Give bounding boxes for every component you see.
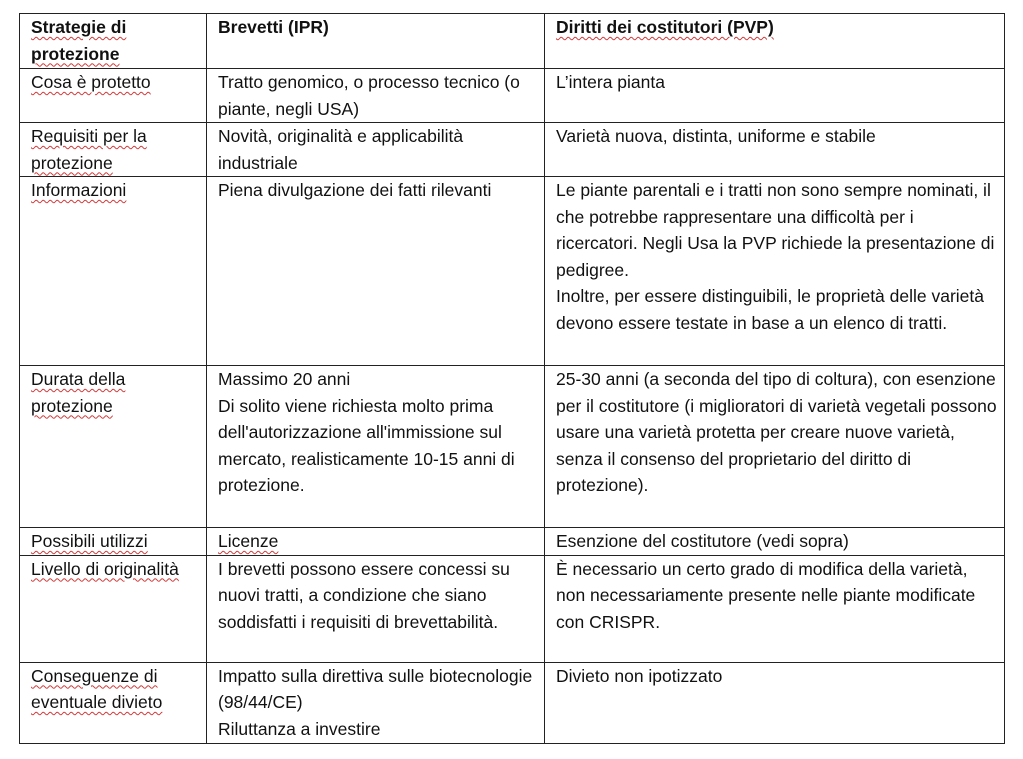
- row-label: Durata della protezione: [20, 366, 207, 528]
- row-label: Informazioni: [20, 177, 207, 366]
- table-header-row: [20, 14, 1005, 69]
- table-row: [20, 177, 1005, 366]
- row-pvp-cell: Varietà nuova, distinta, uniforme e stabile: [545, 123, 1005, 177]
- row-ipr-cell: Tratto genomico, o processo tecnico (o piante, negli USA): [207, 69, 545, 123]
- table-row: [20, 69, 1005, 123]
- row-pvp-cell: 25-30 anni (a seconda del tipo di coltura), con esenzione per il costitutore (i miglioratori di varietà vegetali possono usare una varietà protetta per creare nuove varietà, senza il consenso del proprietario del diritto di protezione).: [545, 366, 1005, 528]
- table-row: [20, 366, 1005, 528]
- table-row: [20, 555, 1005, 662]
- header-breeders-rights-text: Diritti dei costitutori (PVP): [556, 17, 774, 37]
- header-patents: Brevetti (IPR): [207, 14, 545, 69]
- comparison-table: [19, 13, 1005, 744]
- row-ipr-cell: Licenze: [207, 528, 545, 556]
- row-ipr-cell: Impatto sulla direttiva sulle biotecnologie (98/44/CE) Riluttanza a investire: [207, 662, 545, 743]
- row-ipr-cell: I brevetti possono essere concessi su nuovi tratti, a condizione che siano soddisfatti i requisiti di brevettabilità.: [207, 555, 545, 662]
- row-label: Possibili utilizzi: [20, 528, 207, 556]
- row-pvp-cell: È necessario un certo grado di modifica della varietà, non necessariamente presente nelle piante modificate con CRISPR.: [545, 555, 1005, 662]
- header-strategies: Strategie di protezione: [20, 14, 207, 69]
- row-ipr-cell: Massimo 20 anni Di solito viene richiesta molto prima dell'autorizzazione all'immissione sul mercato, realisticamente 10-15 anni di protezione.: [207, 366, 545, 528]
- row-label: Cosa è protetto: [20, 69, 207, 123]
- row-label: Requisiti per la protezione: [20, 123, 207, 177]
- row-pvp-cell: L’intera pianta: [545, 69, 1005, 123]
- row-pvp-cell: Divieto non ipotizzato: [545, 662, 1005, 743]
- row-pvp-cell: Le piante parentali e i tratti non sono sempre nominati, il che potrebbe rappresentare una difficoltà per i ricercatori. Negli Usa la PVP richiede la presentazione di pedigree. Inoltre, per essere distinguibili, le proprietà delle varietà devono essere testate in base a un elenco di tratti.: [545, 177, 1005, 366]
- table-row: [20, 123, 1005, 177]
- row-pvp-cell: Esenzione del costitutore (vedi sopra): [545, 528, 1005, 556]
- row-ipr-cell: Novità, originalità e applicabilità industriale: [207, 123, 545, 177]
- header-breeders-rights: [545, 14, 1005, 69]
- table-row: [20, 528, 1005, 556]
- row-label: Livello di originalità: [20, 555, 207, 662]
- row-ipr-cell: Piena divulgazione dei fatti rilevanti: [207, 177, 545, 366]
- row-label: Conseguenze di eventuale divieto: [20, 662, 207, 743]
- table-row: [20, 662, 1005, 743]
